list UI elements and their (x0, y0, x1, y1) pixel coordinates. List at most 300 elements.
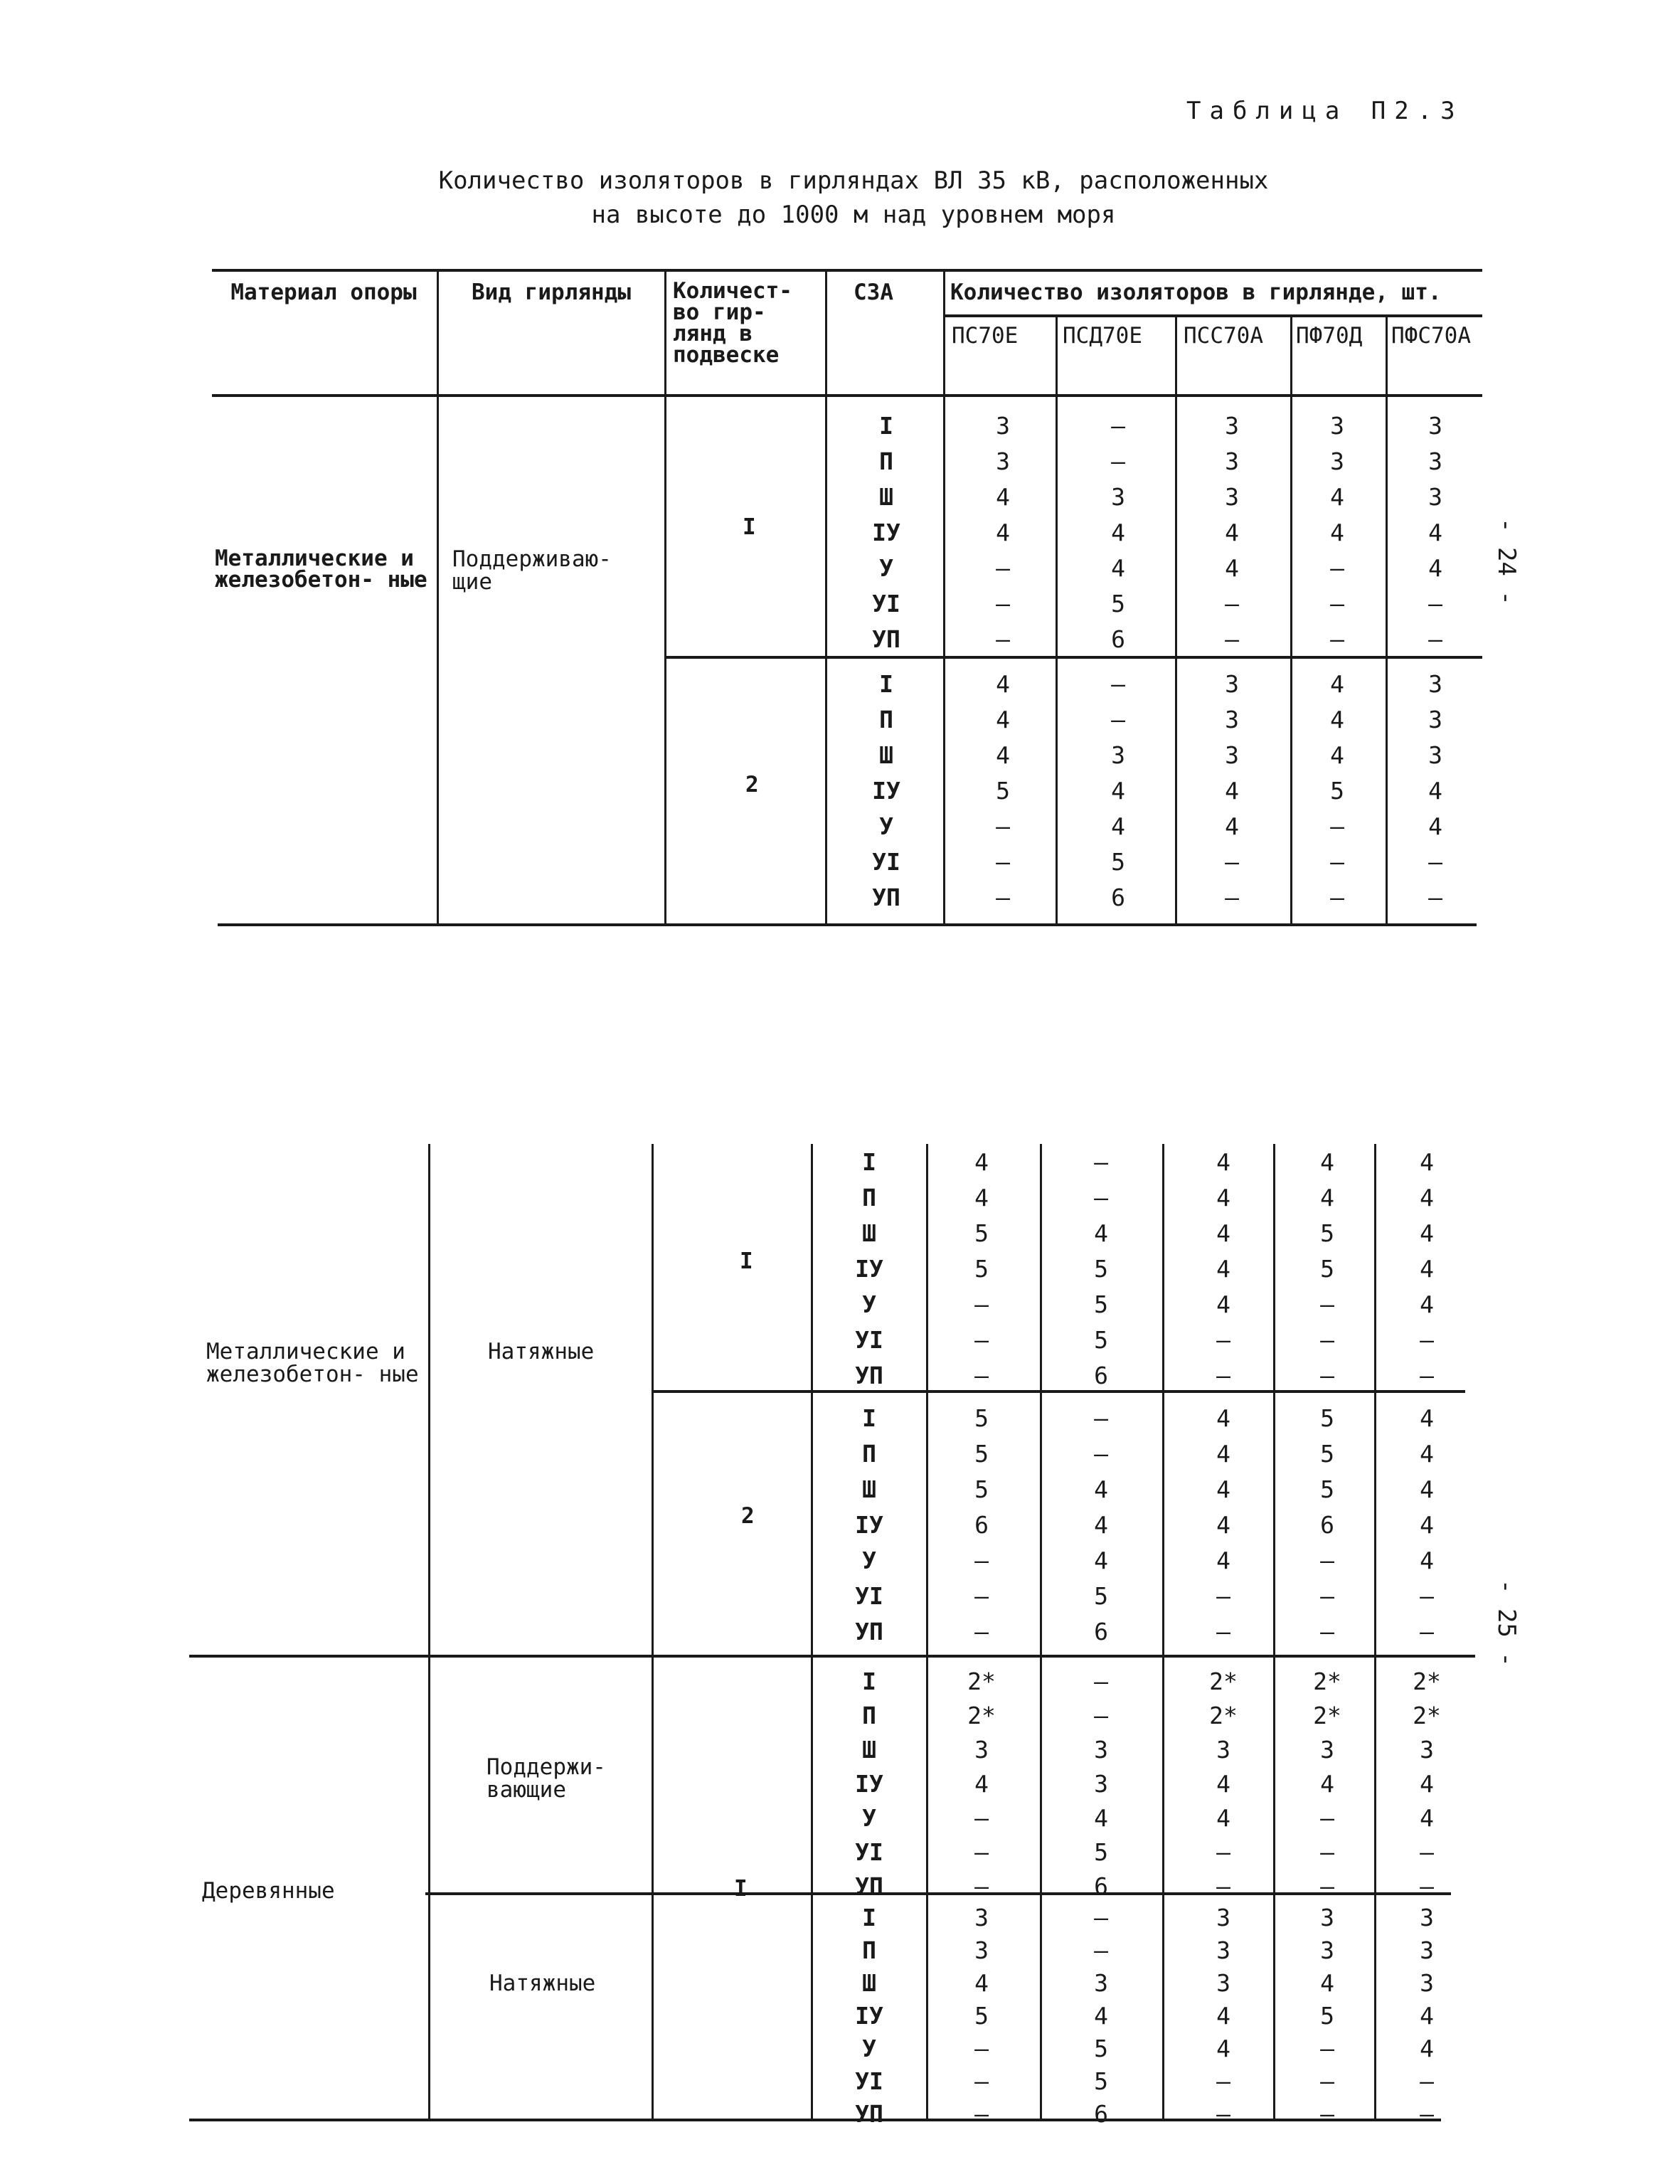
insulator-count-cell: 3 (1420, 1936, 1434, 1964)
insulator-count-cell: 3 (1094, 1770, 1108, 1798)
sza-level: Ш (862, 1736, 876, 1764)
insulator-count-cell: – (1428, 590, 1442, 617)
sza-level: П (862, 1936, 876, 1964)
insulator-count-cell: – (1225, 848, 1239, 876)
insulator-count-cell: – (1225, 590, 1239, 617)
material-label: Металлические и железобетон- ные (215, 546, 427, 593)
insulator-count-cell: 5 (1320, 1404, 1334, 1432)
insulator-count-cell: 4 (1428, 812, 1442, 840)
vrule (943, 269, 945, 925)
insulator-count-cell: 6 (1111, 625, 1125, 653)
vrule (1175, 314, 1177, 925)
insulator-count-cell: – (1320, 1290, 1334, 1318)
insulator-count-cell: – (1320, 1582, 1334, 1610)
insulator-count-cell: – (1111, 412, 1125, 440)
insulator-count-cell: 5 (1094, 1290, 1108, 1318)
insulator-count-cell: 4 (1330, 706, 1344, 733)
table-title-line1: Количество изоляторов в гирляндах ВЛ 35 кВ, расположенных (438, 166, 1269, 195)
insulator-count-cell: 5 (1111, 848, 1125, 876)
insulator-count-cell: 3 (1428, 706, 1442, 733)
insulator-count-cell: 4 (1094, 2002, 1108, 2030)
insulator-count-cell: 4 (1320, 1969, 1334, 1997)
garland-count-metal-1: I (740, 1249, 753, 1274)
insulator-count-cell: 6 (1094, 1362, 1108, 1389)
vrule (664, 269, 666, 925)
insulator-count-cell: 6 (1094, 1618, 1108, 1645)
insulator-count-cell: – (1216, 2100, 1230, 2128)
insulator-count-cell: 3 (1225, 483, 1239, 511)
insulator-count-cell: 5 (1094, 1582, 1108, 1610)
insulator-count-cell: 3 (1216, 1904, 1230, 1931)
insulator-count-cell: 4 (974, 1184, 989, 1212)
insulator-count-cell: – (1320, 1838, 1334, 1866)
garland-type-support-wood: Поддержи- вающие (487, 1754, 606, 1803)
vrule (1162, 1144, 1164, 2119)
sza-level: IУ (872, 777, 900, 805)
insulator-count-cell: – (974, 1362, 989, 1389)
insulator-count-cell: 4 (1420, 1511, 1434, 1539)
sza-level: Ш (879, 483, 893, 511)
insulator-count-cell: 3 (1225, 447, 1239, 475)
vrule (437, 269, 439, 925)
vrule (926, 1144, 928, 2119)
insulator-count-cell: – (1216, 1618, 1230, 1645)
insulator-count-cell: 4 (1216, 1290, 1230, 1318)
sza-level: I (879, 670, 893, 698)
sza-level: Ш (879, 741, 893, 769)
insulator-count-cell: 3 (974, 1936, 989, 1964)
insulator-count-cell: – (1111, 670, 1125, 698)
sza-level: П (862, 1702, 876, 1729)
header-garland-count: Количест- во гир- лянд в подвеске (673, 278, 792, 368)
insulator-count-cell: 5 (1094, 1326, 1108, 1354)
insulator-count-cell: 4 (1428, 554, 1442, 582)
insulator-count-cell: – (1094, 1702, 1108, 1729)
insulator-count-cell: 3 (1225, 741, 1239, 769)
insulator-count-cell: 3 (1216, 1936, 1230, 1964)
sza-level: П (862, 1440, 876, 1468)
insulator-count-cell: 3 (1330, 447, 1344, 475)
insulator-count-cell: 4 (1428, 519, 1442, 546)
vrule (825, 269, 827, 925)
insulator-count-cell: 2* (1209, 1702, 1238, 1729)
sza-level: УI (855, 1582, 883, 1610)
page-number-25: - 25 - (1492, 1579, 1521, 1667)
insulator-count-cell: 4 (1320, 1770, 1334, 1798)
insulator-count-cell: – (974, 1872, 989, 1900)
rule-top (212, 269, 1482, 272)
sza-level: УI (872, 590, 900, 617)
vrule (428, 1144, 430, 2119)
insulator-count-cell: 3 (1320, 1904, 1334, 1931)
insulator-count-cell: – (1420, 1838, 1434, 1866)
insulator-count-cell: 5 (996, 777, 1010, 805)
insulator-count-cell: – (1320, 1326, 1334, 1354)
insulator-count-cell: 6 (974, 1511, 989, 1539)
insulator-count-cell: 6 (1094, 1872, 1108, 1900)
insulator-count-cell: – (1330, 812, 1344, 840)
vrule (1040, 1144, 1042, 2119)
sza-level: У (862, 1290, 876, 1318)
insulator-count-cell: – (1320, 2100, 1334, 2128)
insulator-count-cell: 5 (1094, 1255, 1108, 1283)
insulator-count-cell: 5 (1320, 2002, 1334, 2030)
sza-level: I (862, 1148, 876, 1176)
insulator-count-cell: 3 (1216, 1736, 1230, 1764)
material-label-metal: Металлические и железобетон- ные (206, 1339, 419, 1387)
insulator-count-cell: 4 (1216, 1770, 1230, 1798)
insulator-count-cell: – (974, 2067, 989, 2095)
insulator-count-cell: – (1420, 1582, 1434, 1610)
vrule (652, 1144, 654, 2119)
garland-count-wood: I (734, 1876, 748, 1902)
insulator-count-cell: 2* (1313, 1702, 1341, 1729)
insulator-count-cell: 5 (1320, 1475, 1334, 1503)
insulator-count-cell: – (974, 1290, 989, 1318)
sza-level: Ш (862, 1969, 876, 1997)
insulator-count-cell: 6 (1320, 1511, 1334, 1539)
insulator-count-cell: 4 (1420, 1290, 1434, 1318)
insulator-count-cell: 4 (1420, 1547, 1434, 1574)
insulator-count-cell: 2* (1313, 1668, 1341, 1695)
insulator-count-cell: 3 (974, 1904, 989, 1931)
sza-level: У (879, 554, 893, 582)
insulator-count-cell: 4 (1420, 2035, 1434, 2062)
sza-level: I (879, 412, 893, 440)
insulator-count-cell: 4 (1420, 1804, 1434, 1832)
rule-wood-separator (425, 1892, 1451, 1895)
header-sza: СЗА (854, 280, 893, 305)
insulator-count-cell: 4 (996, 519, 1010, 546)
insulator-count-cell: 4 (1094, 1804, 1108, 1832)
insulator-count-cell: – (974, 1618, 989, 1645)
rule-bottom-2 (189, 2119, 1441, 2121)
insulator-count-cell: – (1216, 1838, 1230, 1866)
sza-level: I (862, 1404, 876, 1432)
rule-bottom (218, 923, 1477, 926)
insulator-count-cell: – (1216, 1326, 1230, 1354)
vrule (1386, 314, 1388, 925)
insulator-count-cell: 3 (1330, 412, 1344, 440)
insulator-count-cell: 3 (1428, 670, 1442, 698)
insulator-count-cell: 5 (1111, 590, 1125, 617)
garland-count-metal-2: 2 (741, 1503, 755, 1529)
insulator-count-cell: 4 (1420, 1184, 1434, 1212)
vrule (1290, 314, 1292, 925)
insulator-count-cell: 3 (1111, 483, 1125, 511)
insulator-count-cell: 4 (996, 741, 1010, 769)
insulator-count-cell: – (1216, 1582, 1230, 1610)
sza-level: IУ (855, 1770, 883, 1798)
insulator-count-cell: 3 (1111, 741, 1125, 769)
insulator-count-cell: – (1420, 1872, 1434, 1900)
insulator-count-cell: 3 (1420, 1904, 1434, 1931)
sza-level: У (862, 2035, 876, 2062)
insulator-count-cell: – (1320, 1872, 1334, 1900)
insulator-count-cell: – (974, 1838, 989, 1866)
insulator-count-cell: 5 (1330, 777, 1344, 805)
insulator-count-cell: 4 (1216, 1184, 1230, 1212)
insulator-count-cell: – (1094, 1184, 1108, 1212)
insulator-count-cell: 4 (1111, 812, 1125, 840)
insulator-count-cell: 3 (1428, 741, 1442, 769)
table-title-line2: на высоте до 1000 м над уровнем моря (591, 201, 1116, 229)
insulator-count-cell: 5 (1320, 1255, 1334, 1283)
insulator-count-cell: – (1320, 1618, 1334, 1645)
insulator-count-cell: – (1320, 1804, 1334, 1832)
insulator-count-cell: 4 (1320, 1184, 1334, 1212)
insulator-count-cell: – (974, 2100, 989, 2128)
header-material: Материал опоры (230, 280, 417, 305)
insulator-count-cell: 3 (1428, 447, 1442, 475)
insulator-count-cell: 2* (967, 1668, 996, 1695)
garland-type-tension-wood: Натяжные (489, 1971, 596, 1996)
insulator-count-cell: – (1330, 884, 1344, 911)
insulator-count-cell: 5 (1094, 2067, 1108, 2095)
insulator-count-cell: 3 (996, 412, 1010, 440)
insulator-count-cell: 3 (1420, 1736, 1434, 1764)
insulator-count-cell: 3 (1428, 483, 1442, 511)
sza-level: УI (855, 2067, 883, 2095)
insulator-count-cell: 4 (1420, 1440, 1434, 1468)
insulator-count-cell: – (996, 554, 1010, 582)
insulator-count-cell: – (1094, 1936, 1108, 1964)
sza-level: У (879, 812, 893, 840)
insulator-count-cell: – (1320, 1362, 1334, 1389)
garland-type-tension-metal: Натяжные (488, 1339, 595, 1364)
insulator-count-cell: 4 (996, 670, 1010, 698)
insulator-count-cell: – (1216, 1362, 1230, 1389)
insulator-count-cell: – (996, 812, 1010, 840)
insulator-count-cell: 4 (1428, 777, 1442, 805)
insulator-count-cell: 4 (1111, 519, 1125, 546)
rule-subheader (943, 314, 1482, 317)
insulator-count-cell: 5 (1320, 1440, 1334, 1468)
insulator-count-cell: 4 (1225, 554, 1239, 582)
insulator-count-cell: – (996, 590, 1010, 617)
insulator-count-cell: 4 (1216, 1440, 1230, 1468)
insulator-count-cell: 6 (1094, 2100, 1108, 2128)
insulator-count-cell: 5 (1094, 1838, 1108, 1866)
insulator-count-cell: 4 (1420, 2002, 1434, 2030)
insulator-count-cell: 2* (1209, 1668, 1238, 1695)
sza-level: УП (855, 1618, 883, 1645)
insulator-count-cell: – (1094, 1440, 1108, 1468)
insulator-count-cell: – (1420, 1326, 1434, 1354)
insulator-count-cell: 3 (1420, 1969, 1434, 1997)
sza-level: Ш (862, 1219, 876, 1247)
insulator-count-cell: 4 (996, 706, 1010, 733)
insulator-count-cell: 2* (1413, 1702, 1441, 1729)
sza-level: У (862, 1804, 876, 1832)
insulator-count-cell: – (996, 848, 1010, 876)
insulator-count-cell: 4 (1420, 1255, 1434, 1283)
insulator-count-cell: 3 (1320, 1936, 1334, 1964)
insulator-count-cell: 4 (1216, 1547, 1230, 1574)
insulator-count-cell: 4 (1216, 1475, 1230, 1503)
insulator-count-cell: – (1428, 848, 1442, 876)
insulator-count-cell: 2* (1413, 1668, 1441, 1695)
garland-count-2: 2 (745, 772, 759, 797)
insulator-count-cell: 3 (974, 1736, 989, 1764)
insulator-count-cell: 4 (1420, 1219, 1434, 1247)
insulator-count-cell: 4 (1420, 1148, 1434, 1176)
header-pf70d: ПФ70Д (1296, 323, 1363, 349)
vrule (1056, 314, 1058, 925)
sza-level: УП (855, 1872, 883, 1900)
insulator-count-cell: 3 (1094, 1969, 1108, 1997)
insulator-count-cell: 2* (967, 1702, 996, 1729)
header-pfs70a: ПФС70А (1391, 323, 1471, 349)
vrule (811, 1144, 813, 2119)
sza-level: П (862, 1184, 876, 1212)
sza-level: IУ (872, 519, 900, 546)
insulator-count-cell: – (1420, 2100, 1434, 2128)
garland-count-1: I (743, 514, 756, 540)
insulator-count-cell: 4 (1225, 519, 1239, 546)
insulator-count-cell: – (1320, 2035, 1334, 2062)
sza-level: П (879, 706, 893, 733)
insulator-count-cell: 4 (1216, 1255, 1230, 1283)
insulator-count-cell: – (996, 625, 1010, 653)
header-ps70e: ПС70Е (952, 323, 1019, 349)
insulator-count-cell: 4 (1094, 1511, 1108, 1539)
insulator-count-cell: 4 (1216, 1511, 1230, 1539)
sza-level: УП (872, 884, 900, 911)
insulator-count-cell: 6 (1111, 884, 1125, 911)
page-number-24: - 24 - (1492, 518, 1521, 605)
insulator-count-cell: – (974, 2035, 989, 2062)
insulator-count-cell: 4 (1111, 554, 1125, 582)
insulator-count-cell: 4 (1216, 1148, 1230, 1176)
insulator-count-cell: – (1225, 625, 1239, 653)
material-label-wood: Деревянные (202, 1878, 335, 1904)
garland-type-label: Поддерживаю- щие (452, 546, 612, 595)
insulator-count-cell: 4 (974, 1770, 989, 1798)
insulator-count-cell: – (974, 1804, 989, 1832)
header-garland-type: Вид гирлянды (472, 280, 631, 305)
insulator-count-cell: 3 (1094, 1736, 1108, 1764)
sza-level: I (862, 1668, 876, 1695)
insulator-count-cell: 5 (1320, 1219, 1334, 1247)
insulator-count-cell: 4 (974, 1148, 989, 1176)
insulator-count-cell: – (1330, 625, 1344, 653)
sza-level: УI (855, 1326, 883, 1354)
insulator-count-cell: – (1216, 1872, 1230, 1900)
sza-level: Ш (862, 1475, 876, 1503)
insulator-count-cell: 5 (974, 1440, 989, 1468)
sza-level: УI (872, 848, 900, 876)
sza-level: УП (855, 2100, 883, 2128)
insulator-count-cell: 5 (974, 1255, 989, 1283)
insulator-count-cell: 4 (1216, 1219, 1230, 1247)
insulator-count-cell: 4 (1330, 741, 1344, 769)
insulator-count-cell: – (1216, 2067, 1230, 2095)
insulator-count-cell: 3 (1225, 412, 1239, 440)
sza-level: УП (855, 1362, 883, 1389)
sza-level: П (879, 447, 893, 475)
insulator-count-cell: 4 (974, 1969, 989, 1997)
sza-level: IУ (855, 2002, 883, 2030)
sza-level: УП (872, 625, 900, 653)
insulator-count-cell: – (1330, 554, 1344, 582)
sza-level: IУ (855, 1255, 883, 1283)
insulator-count-cell: 4 (996, 483, 1010, 511)
insulator-count-cell: – (1094, 1668, 1108, 1695)
insulator-count-cell: 4 (1094, 1219, 1108, 1247)
insulator-count-cell: 4 (1111, 777, 1125, 805)
insulator-count-cell: – (1320, 1547, 1334, 1574)
insulator-count-cell: 4 (1225, 812, 1239, 840)
sza-level: УI (855, 1838, 883, 1866)
insulator-count-cell: 3 (1428, 412, 1442, 440)
insulator-count-cell: 4 (1216, 1404, 1230, 1432)
insulator-count-cell: 3 (996, 447, 1010, 475)
sza-level: I (862, 1904, 876, 1931)
header-insulator-count: Количество изоляторов в гирлянде, шт. (950, 280, 1442, 305)
insulator-count-cell: – (974, 1326, 989, 1354)
insulator-count-cell: 4 (1320, 1148, 1334, 1176)
insulator-count-cell: 4 (1330, 519, 1344, 546)
insulator-count-cell: 3 (1225, 670, 1239, 698)
rule-material-separator (189, 1655, 1475, 1658)
insulator-count-cell: – (1111, 706, 1125, 733)
insulator-count-cell: – (1320, 2067, 1334, 2095)
insulator-count-cell: 3 (1225, 706, 1239, 733)
insulator-count-cell: – (1094, 1404, 1108, 1432)
insulator-count-cell: 5 (974, 1219, 989, 1247)
insulator-count-cell: – (1330, 590, 1344, 617)
vrule (1273, 1144, 1275, 2119)
insulator-count-cell: – (1420, 1362, 1434, 1389)
insulator-count-cell: 3 (1320, 1736, 1334, 1764)
insulator-count-cell: – (1330, 848, 1344, 876)
insulator-count-cell: – (1094, 1904, 1108, 1931)
sza-level: У (862, 1547, 876, 1574)
insulator-count-cell: 4 (1216, 2035, 1230, 2062)
insulator-count-cell: – (996, 884, 1010, 911)
insulator-count-cell: 5 (974, 1404, 989, 1432)
insulator-count-cell: 4 (1420, 1404, 1434, 1432)
insulator-count-cell: – (1428, 884, 1442, 911)
insulator-count-cell: – (1428, 625, 1442, 653)
sza-level: IУ (855, 1511, 883, 1539)
insulator-count-cell: – (1225, 884, 1239, 911)
insulator-count-cell: 4 (1225, 777, 1239, 805)
insulator-count-cell: 5 (974, 2002, 989, 2030)
insulator-count-cell: – (1094, 1148, 1108, 1176)
insulator-count-cell: – (974, 1582, 989, 1610)
insulator-count-cell: 4 (1330, 483, 1344, 511)
insulator-count-cell: 4 (1330, 670, 1344, 698)
insulator-count-cell: – (1420, 2067, 1434, 2095)
table-caption: Таблица П2.3 (1186, 97, 1464, 125)
header-psd70e: ПСД70Е (1063, 323, 1142, 349)
vrule (1374, 1144, 1376, 2119)
insulator-count-cell: – (1420, 1618, 1434, 1645)
insulator-count-cell: 3 (1216, 1969, 1230, 1997)
insulator-count-cell: 4 (1216, 1804, 1230, 1832)
insulator-count-cell: – (974, 1547, 989, 1574)
insulator-count-cell: – (1111, 447, 1125, 475)
insulator-count-cell: 4 (1094, 1547, 1108, 1574)
header-pss70a: ПСС70А (1184, 323, 1263, 349)
insulator-count-cell: 4 (1216, 2002, 1230, 2030)
insulator-count-cell: 4 (1094, 1475, 1108, 1503)
insulator-count-cell: 5 (974, 1475, 989, 1503)
insulator-count-cell: 4 (1420, 1770, 1434, 1798)
insulator-count-cell: 5 (1094, 2035, 1108, 2062)
